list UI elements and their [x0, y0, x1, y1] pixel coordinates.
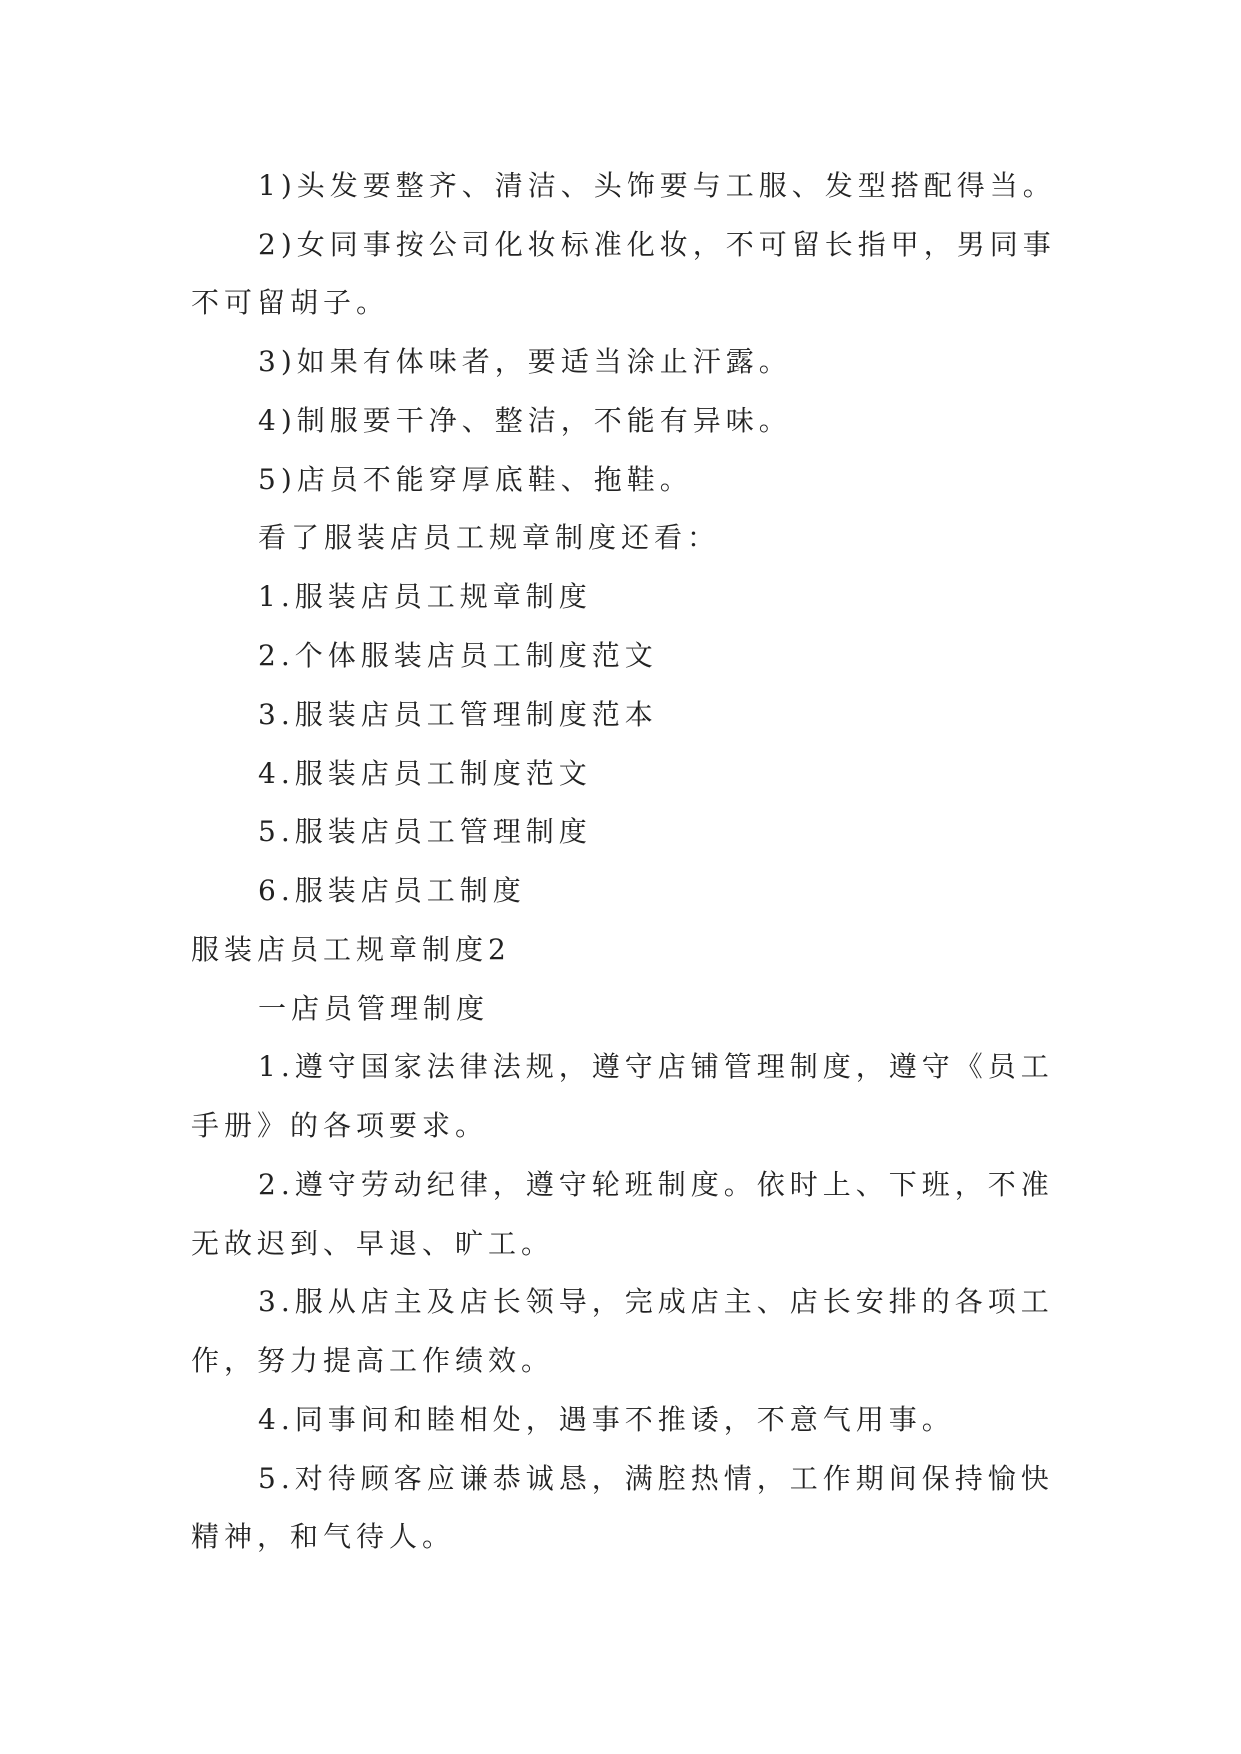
- related-link-6: 6.服装店员工制度: [258, 874, 526, 907]
- management-rule-4: 4.同事间和睦相处，遇事不推诿，不意气用事。: [258, 1403, 955, 1436]
- appearance-rule-5: 5)店员不能穿厚底鞋、拖鞋。: [258, 463, 693, 496]
- appearance-rule-3: 3)如果有体味者，要适当涂止汗露。: [258, 345, 792, 378]
- management-rule-5-line-1: 5.对待顾客应谦恭诚恳，满腔热情，工作期间保持愉快: [258, 1462, 1054, 1495]
- appearance-rule-2-line-1: 2)女同事按公司化妆标准化妆，不可留长指甲，男同事: [258, 228, 1056, 261]
- management-rule-5-line-2: 精神，和气待人。: [191, 1520, 456, 1553]
- related-links-heading: 看了服装店员工规章制度还看：: [258, 521, 721, 554]
- management-rule-1-line-1: 1.遵守国家法律法规，遵守店铺管理制度，遵守《员工: [258, 1050, 1054, 1083]
- management-rule-1-line-2: 手册》的各项要求。: [191, 1109, 489, 1142]
- management-rule-2-line-2: 无故迟到、早退、旷工。: [191, 1227, 555, 1260]
- related-link-4: 4.服装店员工制度范文: [258, 757, 592, 790]
- related-link-1: 1.服装店员工规章制度: [258, 580, 592, 613]
- subsection-heading: 一店员管理制度: [258, 992, 490, 1025]
- management-rule-3-line-2: 作，努力提高工作绩效。: [191, 1344, 555, 1377]
- related-link-3: 3.服装店员工管理制度范本: [258, 698, 658, 731]
- management-rule-2-line-1: 2.遵守劳动纪律，遵守轮班制度。依时上、下班，不准: [258, 1168, 1054, 1201]
- appearance-rule-1: 1)头发要整齐、清洁、头饰要与工服、发型搭配得当。: [258, 169, 1056, 202]
- appearance-rule-4: 4)制服要干净、整洁，不能有异味。: [258, 404, 792, 437]
- management-rule-3-line-1: 3.服从店主及店长领导，完成店主、店长安排的各项工: [258, 1285, 1054, 1318]
- related-link-2: 2.个体服装店员工制度范文: [258, 639, 658, 672]
- related-link-5: 5.服装店员工管理制度: [258, 815, 592, 848]
- appearance-rule-2-line-2: 不可留胡子。: [191, 286, 390, 319]
- section-title: 服装店员工规章制度2: [191, 933, 511, 966]
